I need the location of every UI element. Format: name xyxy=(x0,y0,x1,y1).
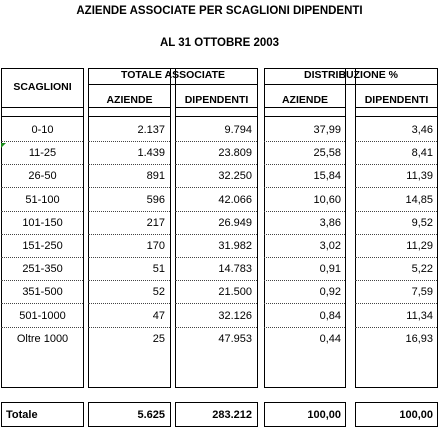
group-header-divider xyxy=(264,84,438,85)
total-dipendenti-pct: 100,00 xyxy=(399,409,433,421)
row-aziende: 51 xyxy=(152,263,165,276)
total-top-border xyxy=(355,402,438,403)
row-separator xyxy=(355,187,437,188)
row-aziende-pct: 25,58 xyxy=(313,147,341,160)
body-top-border xyxy=(264,116,346,117)
total-top-border xyxy=(88,402,171,403)
row-separator xyxy=(264,280,345,281)
row-dipendenti: 47.953 xyxy=(218,332,252,345)
row-separator xyxy=(355,280,437,281)
row-separator xyxy=(264,164,345,165)
row-separator xyxy=(175,141,257,142)
row-separator xyxy=(88,164,170,165)
row-dipendenti-pct: 5,22 xyxy=(411,263,433,276)
row-separator xyxy=(175,280,257,281)
row-separator xyxy=(175,211,257,212)
row-separator xyxy=(355,211,437,212)
row-scaglione: 101-150 xyxy=(22,216,63,229)
body-bottom-border xyxy=(264,387,346,388)
row-dipendenti: 23.809 xyxy=(218,147,252,160)
total-right-border xyxy=(170,402,171,427)
row-aziende-pct: 0,44 xyxy=(319,332,341,345)
row-separator xyxy=(264,187,345,188)
row-separator xyxy=(264,327,345,328)
row-scaglione: 251-350 xyxy=(22,263,63,276)
total-dipendenti: 283.212 xyxy=(212,409,252,421)
total-right-border xyxy=(345,402,346,427)
total-left-border xyxy=(1,402,2,427)
row-aziende-pct: 3,86 xyxy=(319,216,341,229)
row-separator xyxy=(264,234,345,235)
row-scaglione: 151-250 xyxy=(22,240,63,252)
row-dipendenti: 32.126 xyxy=(218,309,252,322)
cell-marker-icon xyxy=(1,143,6,148)
row-aziende: 25 xyxy=(152,332,165,345)
row-dipendenti: 32.250 xyxy=(218,170,252,183)
row-dipendenti-pct: 8,41 xyxy=(411,147,433,160)
total-bottom-border xyxy=(88,426,171,427)
row-aziende-pct: 15,84 xyxy=(313,170,341,183)
row-separator xyxy=(88,211,170,212)
total-top-border xyxy=(264,402,346,403)
row-aziende: 217 xyxy=(146,216,165,229)
row-scaglione: 0-10 xyxy=(31,124,54,136)
row-aziende-pct: 0,91 xyxy=(319,263,341,276)
row-aziende-pct: 3,02 xyxy=(319,240,341,252)
row-separator xyxy=(355,327,437,328)
row-dipendenti-pct: 11,39 xyxy=(406,170,433,183)
row-aziende-pct: 0,84 xyxy=(319,309,341,322)
row-aziende: 52 xyxy=(152,286,165,299)
row-separator xyxy=(1,164,83,165)
body-bottom-border xyxy=(88,387,171,388)
row-separator xyxy=(175,164,257,165)
total-right-border xyxy=(257,402,258,427)
body-top-border xyxy=(88,116,171,117)
header-bottom-border xyxy=(355,107,438,108)
row-dipendenti: 21.500 xyxy=(218,286,252,299)
header-bottom-border xyxy=(1,107,84,108)
row-dipendenti-pct: 14,85 xyxy=(405,193,433,206)
row-dipendenti: 9.794 xyxy=(224,124,252,136)
row-aziende: 1.439 xyxy=(137,147,165,160)
row-separator xyxy=(355,234,437,235)
total-bottom-border xyxy=(264,426,346,427)
total-label: Totale xyxy=(6,409,38,421)
row-aziende: 891 xyxy=(146,170,165,183)
row-separator xyxy=(355,303,437,304)
row-scaglione: 351-500 xyxy=(22,286,63,299)
body-bottom-border xyxy=(1,387,84,388)
row-separator xyxy=(175,234,257,235)
row-dipendenti: 31.982 xyxy=(218,240,252,252)
row-dipendenti-pct: 16,93 xyxy=(405,332,433,345)
body-top-border xyxy=(175,116,258,117)
row-separator xyxy=(88,257,170,258)
row-separator xyxy=(175,327,257,328)
total-right-border xyxy=(83,402,84,427)
row-dipendenti-pct: 11,29 xyxy=(406,240,433,252)
row-separator xyxy=(175,257,257,258)
row-separator xyxy=(355,257,437,258)
total-right-border xyxy=(437,402,438,427)
total-bottom-border xyxy=(355,426,438,427)
header-aziende: AZIENDE xyxy=(106,94,153,106)
header-distribuzione: DISTRIBUZIONE % xyxy=(304,69,398,81)
row-separator xyxy=(88,280,170,281)
header-dipendenti: DIPENDENTI xyxy=(184,94,249,106)
header-aziende-pct: AZIENDE xyxy=(281,94,329,106)
total-aziende-pct: 100,00 xyxy=(307,409,341,421)
row-separator xyxy=(1,303,83,304)
total-bottom-border xyxy=(175,426,258,427)
row-separator xyxy=(355,164,437,165)
row-aziende-pct: 37,99 xyxy=(313,124,341,136)
body-top-border xyxy=(1,116,84,117)
row-separator xyxy=(175,303,257,304)
row-aziende-pct: 0,92 xyxy=(319,286,341,299)
row-separator xyxy=(1,280,83,281)
row-scaglione: 51-100 xyxy=(25,193,60,206)
row-separator xyxy=(355,141,437,142)
row-separator xyxy=(175,187,257,188)
row-separator xyxy=(264,303,345,304)
total-bottom-border xyxy=(1,426,84,427)
row-dipendenti-pct: 7,59 xyxy=(411,286,433,299)
row-separator xyxy=(88,327,170,328)
row-dipendenti: 42.066 xyxy=(218,193,252,206)
row-aziende-pct: 10,60 xyxy=(313,193,341,206)
row-separator xyxy=(88,303,170,304)
row-separator xyxy=(1,327,83,328)
report-title: AZIENDE ASSOCIATE PER SCAGLIONI DIPENDENTI xyxy=(76,5,363,17)
row-aziende: 47 xyxy=(152,309,165,322)
header-bottom-border xyxy=(264,107,346,108)
row-aziende: 596 xyxy=(146,193,165,206)
header-top-border xyxy=(1,68,84,69)
row-separator xyxy=(1,257,83,258)
body-bottom-border xyxy=(355,387,438,388)
row-separator xyxy=(1,141,83,142)
row-dipendenti: 26.949 xyxy=(218,216,252,229)
row-separator xyxy=(1,187,83,188)
body-bottom-border xyxy=(175,387,258,388)
row-separator xyxy=(1,211,83,212)
row-scaglione: Oltre 1000 xyxy=(16,332,69,345)
body-top-border xyxy=(355,116,438,117)
group-header-divider xyxy=(88,84,258,85)
header-bottom-border xyxy=(175,107,258,108)
row-aziende: 2.137 xyxy=(137,124,165,136)
total-top-border xyxy=(1,402,84,403)
row-dipendenti: 14.783 xyxy=(218,263,252,276)
row-separator xyxy=(88,141,170,142)
total-aziende: 5.625 xyxy=(137,409,165,421)
row-dipendenti-pct: 3,46 xyxy=(411,124,433,136)
report-date: AL 31 OTTOBRE 2003 xyxy=(159,37,280,49)
row-dipendenti-pct: 11,34 xyxy=(406,309,433,322)
row-separator xyxy=(264,141,345,142)
row-scaglione: 501-1000 xyxy=(19,309,66,322)
header-dipendenti-pct: DIPENDENTI xyxy=(364,94,429,106)
row-aziende: 170 xyxy=(146,240,165,252)
row-separator xyxy=(1,234,83,235)
header-totale-associate: TOTALE ASSOCIATE xyxy=(120,69,226,81)
row-separator xyxy=(264,257,345,258)
total-top-border xyxy=(175,402,258,403)
row-scaglione: 26-50 xyxy=(28,170,57,183)
header-scaglioni: SCAGLIONI xyxy=(13,81,72,93)
header-bottom-border xyxy=(88,107,171,108)
row-separator xyxy=(264,211,345,212)
row-dipendenti-pct: 9,52 xyxy=(411,216,433,229)
row-separator xyxy=(88,187,170,188)
row-separator xyxy=(88,234,170,235)
row-scaglione: 11-25 xyxy=(28,147,57,160)
